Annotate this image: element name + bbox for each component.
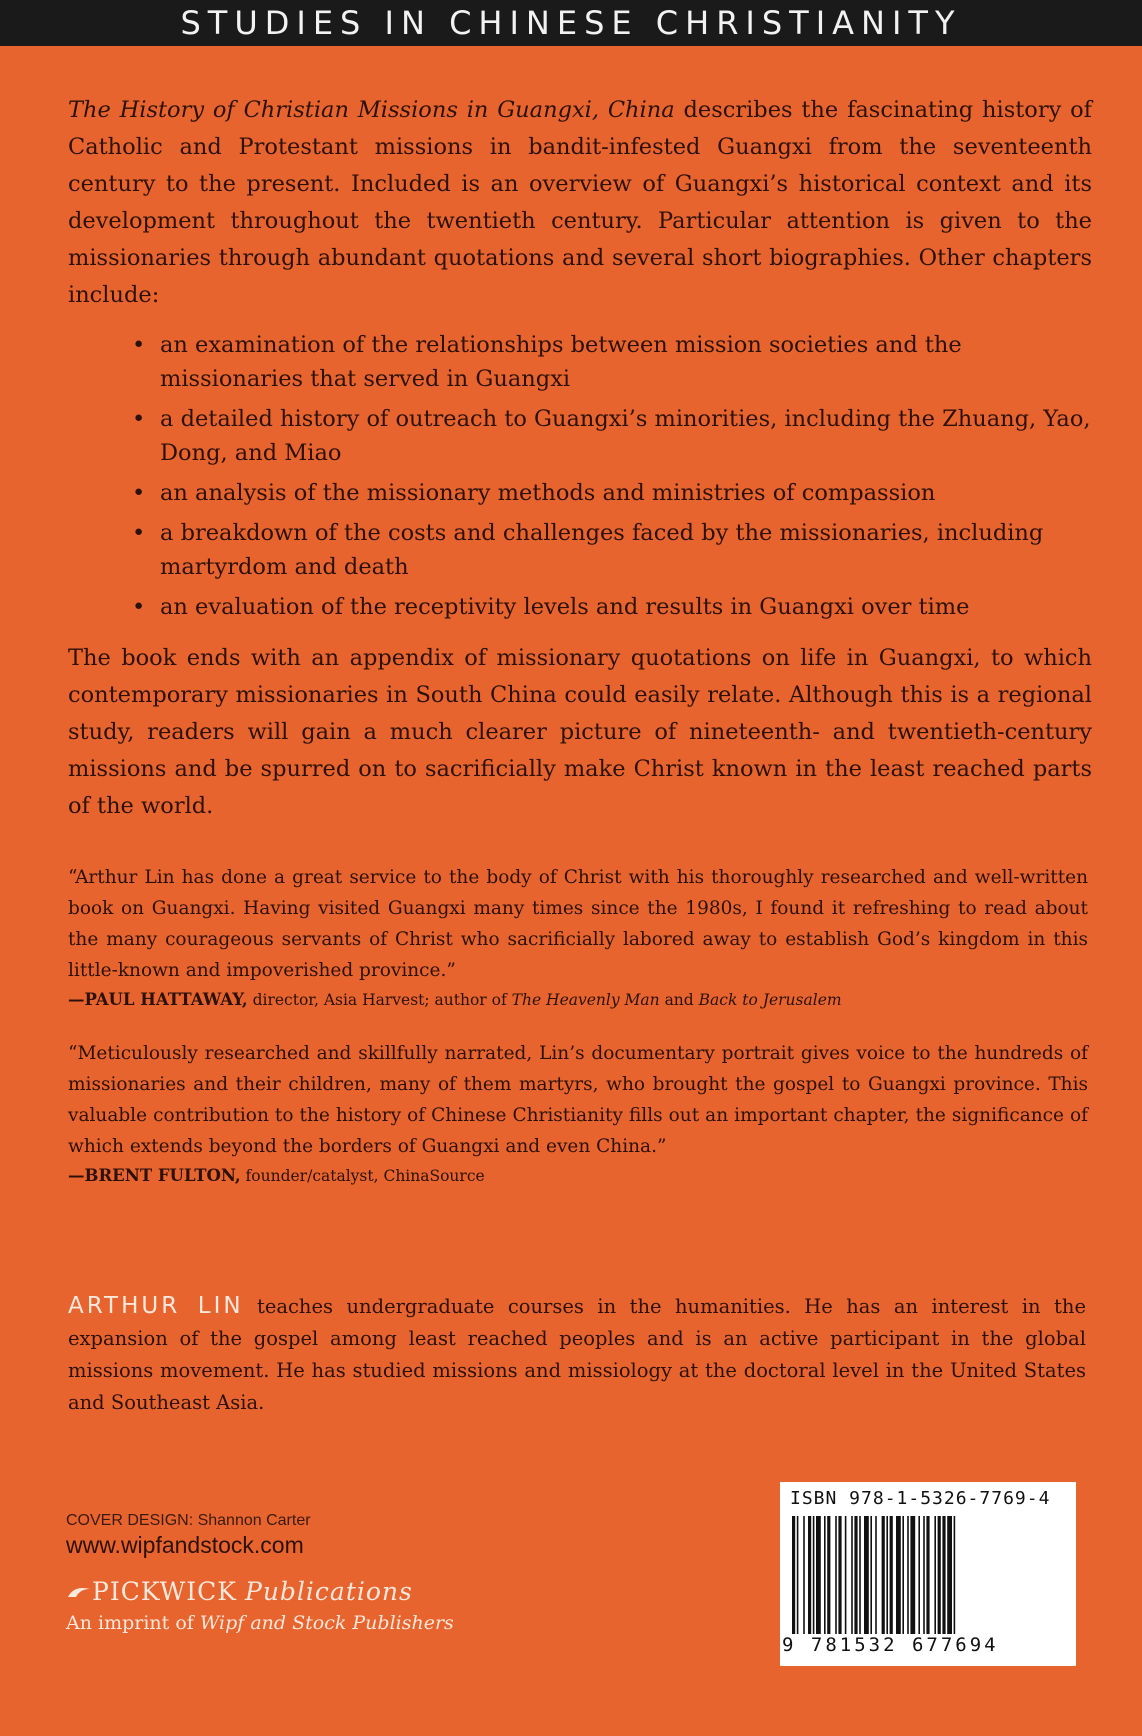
endorsement-attribution: —BRENT FULTON, founder/catalyst, ChinaSource [68,1166,485,1185]
isbn-number: ISBN 978-1-5326-7769-4 [790,1488,1051,1509]
list-item: • an analysis of the missionary methods and ministries of compassion [160,476,1092,510]
list-item: • a breakdown of the costs and challenges faced by the missionaries, including martyrdom and death [160,516,1092,584]
list-item: • a detailed history of outreach to Guangxi’s minorities, including the Zhuang, Yao, Dong, and Miao [160,402,1092,470]
barcode-digits: 9 781532 677694 [782,1634,999,1656]
book-blurb [68,92,1092,825]
list-item: • an examination of the relationships between mission societies and the missionaries that served in Guangxi [160,328,1092,396]
bullet-icon: • [132,480,146,506]
author-bio [68,1290,1086,1419]
pickwick-logo-icon [66,1583,92,1601]
publisher-info [66,1512,454,1634]
author-bio-text: teaches undergraduate courses in the humanities. He has an interest in the expansion of the gospel among least reached peoples and is an active participant in the global missions movement. He has studied missions and missiology at the doctoral level in the United States and Southeast Asia. [68,1295,1086,1414]
series-bar [0,0,1142,46]
publisher-name: PICKWICK [92,1577,237,1606]
bullet-icon: • [132,332,146,358]
bullet-icon: • [132,594,146,620]
intro-text: describes the fascinating history of Catholic and Protestant missions in bandit-infested Guangxi from the seventeenth century to the present. Included is an overview of Guangxi’s historical context and its development throughout the twentieth century. Particular attention is given to the missionaries through abundant quotations and several short biographies. Other chapters include: [68,97,1092,308]
imprint-line: An imprint of Wipf and Stock Publishers [66,1612,454,1634]
author-name: ARTHUR LIN [68,1293,244,1319]
bullet-icon: • [132,520,146,546]
intro-paragraph [68,92,1092,314]
publisher-website: www.wipfandstock.com [66,1532,304,1558]
list-item: • an evaluation of the receptivity levels and results in Guangxi over time [160,590,1092,624]
cover-design-credit: COVER DESIGN: Shannon Carter [66,1512,311,1529]
bullet-icon: • [132,406,146,432]
book-title: The History of Christian Missions in Guangxi, China [68,97,675,123]
barcode-bars-icon [788,1516,1068,1634]
endorsement-attribution: —PAUL HATTAWAY, director, Asia Harvest; author of The Heavenly Man and Back to Jerusalem [68,990,842,1009]
chapter-list [68,328,1092,624]
endorsement-quote: “Meticulously researched and skillfully narrated, Lin’s documentary portrait gives voice to the hundreds of missionaries and their children, many of them martyrs, who brought the gospel to Guangxi province. This valuable contribution to the history of Chinese Christianity fills out an important chapter, the significance of which extends beyond the borders of Guangxi and even China.” [68,1043,1088,1157]
endorsement-quote: “Arthur Lin has done a great service to the body of Christ with his thoroughly researched and well-written book on Guangxi. Having visited Guangxi many times since the 1980s, I found it refreshing to read about the many courageous servants of Christ who sacrificially labored away to establish God’s kingdom in this little-known and impoverished province.” [68,867,1088,981]
closing-paragraph: The book ends with an appendix of missionary quotations on life in Guangxi, to which contemporary missionaries in South China could easily relate. Although this is a regional study, readers will gain a much clearer picture of nineteenth- and twentieth-century missions and be spurred on to sacrificially make Christ known in the least reached parts of the world. [68,645,1092,819]
publisher-subtitle: Publications [245,1577,413,1606]
endorsements [68,862,1088,1214]
series-title: STUDIES IN CHINESE CHRISTIANITY [180,4,962,42]
publisher-logo [66,1577,454,1606]
barcode [780,1482,1076,1666]
